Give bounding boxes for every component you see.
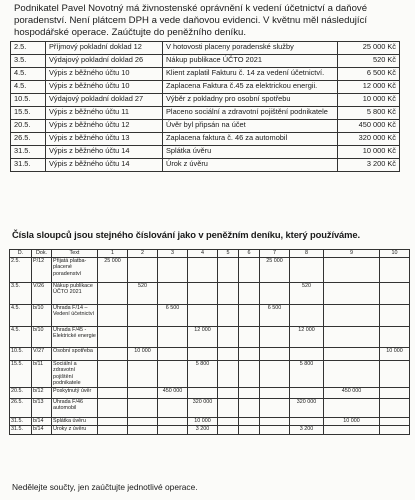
- journal-date: 3.5.: [10, 283, 32, 305]
- journal-date: 26.5.: [10, 398, 32, 417]
- journal-amount: [260, 361, 290, 388]
- journal-amount: [98, 387, 128, 398]
- operation-row: [11, 55, 400, 68]
- operation-row: [11, 146, 400, 159]
- journal-row: [10, 305, 410, 327]
- journal-column-header: 6: [239, 250, 260, 258]
- column-numbering-note: Čísla sloupců jsou stejného číslování jako v peněžním deníku, který používáme.: [12, 229, 361, 240]
- journal-date: 20.5.: [10, 387, 32, 398]
- journal-amount: [158, 258, 188, 283]
- journal-amount: [324, 305, 380, 327]
- operation-text: Zaplacena faktura č. 46 za automobil: [163, 133, 338, 146]
- operation-row: [11, 107, 400, 120]
- journal-amount: [218, 398, 239, 417]
- operation-text: Úrok z úvěru: [163, 159, 338, 172]
- journal-row: [10, 348, 410, 361]
- journal-document: b/14: [32, 417, 52, 425]
- journal-amount: 3 200: [188, 425, 218, 434]
- journal-column-header: 5: [218, 250, 239, 258]
- operation-document: Výdajový pokladní doklad 26: [46, 55, 163, 68]
- journal-column-header: 3: [158, 250, 188, 258]
- journal-amount: [239, 348, 260, 361]
- journal-text: Nákup publikace ÚČTO 2021: [52, 283, 98, 305]
- journal-amount: [239, 425, 260, 434]
- journal-amount: [158, 283, 188, 305]
- journal-amount: 450 000: [324, 387, 380, 398]
- journal-text: Osobní spotřeba: [52, 348, 98, 361]
- journal-column-header: 7: [260, 250, 290, 258]
- journal-amount: [380, 283, 410, 305]
- journal-amount: [128, 417, 158, 425]
- operation-document: Výpis z běžného účtu 11: [46, 107, 163, 120]
- journal-column-header: 9: [324, 250, 380, 258]
- operation-document: Příjmový pokladní doklad 12: [46, 42, 163, 55]
- journal-amount: [380, 425, 410, 434]
- journal-date: 2.5.: [10, 258, 32, 283]
- journal-amount: [380, 387, 410, 398]
- journal-document: b/11: [32, 361, 52, 388]
- journal-text: Úroky z úvěru: [52, 425, 98, 434]
- journal-amount: [239, 361, 260, 388]
- journal-document: V/27: [32, 348, 52, 361]
- operation-date: 31.5.: [11, 159, 46, 172]
- operation-document: Výpis z běžného účtu 10: [46, 81, 163, 94]
- operation-amount: 520 Kč: [338, 55, 400, 68]
- journal-amount: [128, 425, 158, 434]
- journal-amount: [158, 417, 188, 425]
- journal-amount: [188, 348, 218, 361]
- journal-amount: 450 000: [158, 387, 188, 398]
- journal-amount: [380, 258, 410, 283]
- operations-table: [10, 41, 400, 172]
- journal-column-header: 4: [188, 250, 218, 258]
- journal-date: 10.5.: [10, 348, 32, 361]
- journal-header-row: [10, 250, 410, 258]
- operation-date: 31.5.: [11, 146, 46, 159]
- journal-amount: [218, 425, 239, 434]
- journal-amount: [380, 417, 410, 425]
- operation-text: Placeno sociální a zdravotní pojištění podnikatele: [163, 107, 338, 120]
- journal-amount: [324, 425, 380, 434]
- operation-document: Výpis z běžného účtu 12: [46, 120, 163, 133]
- journal-amount: 6 500: [260, 305, 290, 327]
- journal-column-header: 10: [380, 250, 410, 258]
- journal-amount: 10 000: [324, 417, 380, 425]
- journal-amount: [98, 348, 128, 361]
- operation-amount: 10 000 Kč: [338, 146, 400, 159]
- journal-amount: [128, 327, 158, 348]
- operation-date: 4.5.: [11, 81, 46, 94]
- journal-row: [10, 387, 410, 398]
- journal-amount: [218, 348, 239, 361]
- journal-text: Sociální a zdravotní pojištění podnikatele: [52, 361, 98, 388]
- journal-amount: [188, 283, 218, 305]
- journal-row: [10, 327, 410, 348]
- journal-column-header: 2: [128, 250, 158, 258]
- operation-amount: 6 500 Kč: [338, 68, 400, 81]
- journal-amount: 10 000: [380, 348, 410, 361]
- operation-row: [11, 120, 400, 133]
- journal-amount: 320 000: [188, 398, 218, 417]
- journal-amount: [218, 361, 239, 388]
- operation-amount: 10 000 Kč: [338, 94, 400, 107]
- journal-amount: 320 000: [290, 398, 324, 417]
- journal-row: [10, 258, 410, 283]
- journal-text: Přijatá platba- placené poradenství: [52, 258, 98, 283]
- journal-document: b/14: [32, 425, 52, 434]
- journal-document: b/10: [32, 327, 52, 348]
- journal-amount: [290, 305, 324, 327]
- journal-amount: [239, 258, 260, 283]
- journal-text: Splátka úvěru: [52, 417, 98, 425]
- journal-column-header: D.: [10, 250, 32, 258]
- journal-amount: [98, 417, 128, 425]
- journal-amount: 10 000: [128, 348, 158, 361]
- operation-text: Nákup publikace ÚČTO 2021: [163, 55, 338, 68]
- operation-document: Výpis z běžného účtu 13: [46, 133, 163, 146]
- journal-amount: [380, 361, 410, 388]
- journal-amount: [324, 327, 380, 348]
- journal-amount: [218, 305, 239, 327]
- journal-row: [10, 361, 410, 388]
- journal-amount: 25 000: [260, 258, 290, 283]
- operation-document: Výpis z běžného účtu 10: [46, 68, 163, 81]
- journal-column-header: Text: [52, 250, 98, 258]
- journal-amount: [218, 283, 239, 305]
- journal-amount: [290, 387, 324, 398]
- journal-amount: [324, 398, 380, 417]
- journal-amount: [128, 387, 158, 398]
- journal-amount: [98, 361, 128, 388]
- journal-amount: [158, 327, 188, 348]
- operation-text: Splátka úvěru: [163, 146, 338, 159]
- journal-amount: 3 200: [290, 425, 324, 434]
- journal-amount: [324, 348, 380, 361]
- operation-date: 20.5.: [11, 120, 46, 133]
- journal-amount: [158, 425, 188, 434]
- operation-row: [11, 42, 400, 55]
- journal-row: [10, 425, 410, 434]
- journal-amount: 6 500: [158, 305, 188, 327]
- journal-amount: [188, 387, 218, 398]
- journal-date: 4.5.: [10, 327, 32, 348]
- journal-amount: [260, 327, 290, 348]
- operation-row: [11, 159, 400, 172]
- operation-amount: 12 000 Kč: [338, 81, 400, 94]
- journal-amount: [218, 327, 239, 348]
- journal-amount: 5 800: [188, 361, 218, 388]
- journal-amount: 12 000: [290, 327, 324, 348]
- operation-date: 3.5.: [11, 55, 46, 68]
- journal-amount: [218, 258, 239, 283]
- journal-column-header: 1: [98, 250, 128, 258]
- journal-text: Úhrada F/14 – Vedení účetnictví: [52, 305, 98, 327]
- journal-amount: [188, 305, 218, 327]
- journal-row: [10, 417, 410, 425]
- journal-amount: [260, 348, 290, 361]
- journal-date: 31.5.: [10, 425, 32, 434]
- journal-column-header: Dok.: [32, 250, 52, 258]
- journal-document: b/13: [32, 398, 52, 417]
- journal-amount: [380, 398, 410, 417]
- journal-text: Poskytnutý úvěr: [52, 387, 98, 398]
- journal-column-header: 8: [290, 250, 324, 258]
- journal-document: V/26: [32, 283, 52, 305]
- journal-amount: [188, 258, 218, 283]
- footer-instruction: Nedělejte součty, jen zaúčtujte jednotlivé operace.: [12, 482, 198, 492]
- journal-amount: [98, 398, 128, 417]
- task-intro: Podnikatel Pavel Novotný má živnostenské oprávnění k vedení účetnictví a daňové poradenství. Není plátcem DPH a vede daňovou evidenci. V květnu měl následující hospodářské operace. Zaúčtujte do peněžního deníku.: [14, 3, 368, 38]
- journal-amount: [260, 398, 290, 417]
- journal-amount: [260, 283, 290, 305]
- operation-amount: 3 200 Kč: [338, 159, 400, 172]
- journal-amount: [290, 348, 324, 361]
- journal-amount: [98, 283, 128, 305]
- journal-amount: 520: [128, 283, 158, 305]
- journal-document: P/12: [32, 258, 52, 283]
- journal-amount: [98, 327, 128, 348]
- journal-row: [10, 398, 410, 417]
- journal-amount: [239, 387, 260, 398]
- journal-row: [10, 283, 410, 305]
- journal-amount: [380, 305, 410, 327]
- journal-amount: [324, 361, 380, 388]
- cash-journal-table: [9, 249, 410, 435]
- operation-document: Výpis z běžného účtu 14: [46, 146, 163, 159]
- journal-text: Úhrada F/45 - Elektrické energie: [52, 327, 98, 348]
- journal-amount: 5 800: [290, 361, 324, 388]
- operation-text: Zaplacena Faktura č.45 za elektrickou energii.: [163, 81, 338, 94]
- journal-amount: [158, 361, 188, 388]
- journal-date: 31.5.: [10, 417, 32, 425]
- journal-amount: [290, 417, 324, 425]
- operation-row: [11, 133, 400, 146]
- operation-text: Klient zaplatil Fakturu č. 14 za vedení účetnictví.: [163, 68, 338, 81]
- journal-amount: [260, 387, 290, 398]
- operation-document: Výdajový pokladní doklad 27: [46, 94, 163, 107]
- journal-amount: [290, 258, 324, 283]
- journal-amount: [158, 348, 188, 361]
- operation-text: Úvěr byl připsán na účet: [163, 120, 338, 133]
- journal-amount: [239, 283, 260, 305]
- operation-row: [11, 81, 400, 94]
- operation-date: 26.5.: [11, 133, 46, 146]
- journal-amount: [98, 425, 128, 434]
- journal-amount: [239, 398, 260, 417]
- journal-amount: 12 000: [188, 327, 218, 348]
- operation-row: [11, 94, 400, 107]
- operation-text: V hotovosti placeny poradenské služby: [163, 42, 338, 55]
- operation-row: [11, 68, 400, 81]
- journal-amount: 520: [290, 283, 324, 305]
- journal-amount: [380, 327, 410, 348]
- operation-date: 10.5.: [11, 94, 46, 107]
- operation-date: 15.5.: [11, 107, 46, 120]
- journal-date: 4.5.: [10, 305, 32, 327]
- journal-amount: [324, 283, 380, 305]
- operation-document: Výpis z běžného účtu 14: [46, 159, 163, 172]
- journal-document: b/12: [32, 387, 52, 398]
- operation-amount: 25 000 Kč: [338, 42, 400, 55]
- journal-amount: [128, 398, 158, 417]
- journal-amount: [128, 305, 158, 327]
- journal-amount: [239, 417, 260, 425]
- journal-amount: [324, 258, 380, 283]
- operation-amount: 450 000 Kč: [338, 120, 400, 133]
- journal-text: Úhrada F/46 automobil: [52, 398, 98, 417]
- journal-document: b/10: [32, 305, 52, 327]
- journal-amount: [239, 305, 260, 327]
- journal-amount: [239, 327, 260, 348]
- journal-amount: [128, 258, 158, 283]
- journal-amount: 25 000: [98, 258, 128, 283]
- journal-amount: [260, 417, 290, 425]
- operation-date: 4.5.: [11, 68, 46, 81]
- operation-date: 2.5.: [11, 42, 46, 55]
- journal-amount: [218, 387, 239, 398]
- operation-amount: 320 000 Kč: [338, 133, 400, 146]
- operation-text: Výběr z pokladny pro osobní spotřebu: [163, 94, 338, 107]
- journal-amount: 10 000: [188, 417, 218, 425]
- journal-amount: [128, 361, 158, 388]
- journal-amount: [218, 417, 239, 425]
- journal-amount: [98, 305, 128, 327]
- journal-amount: [260, 425, 290, 434]
- operation-amount: 5 800 Kč: [338, 107, 400, 120]
- journal-date: 15.5.: [10, 361, 32, 388]
- journal-amount: [158, 398, 188, 417]
